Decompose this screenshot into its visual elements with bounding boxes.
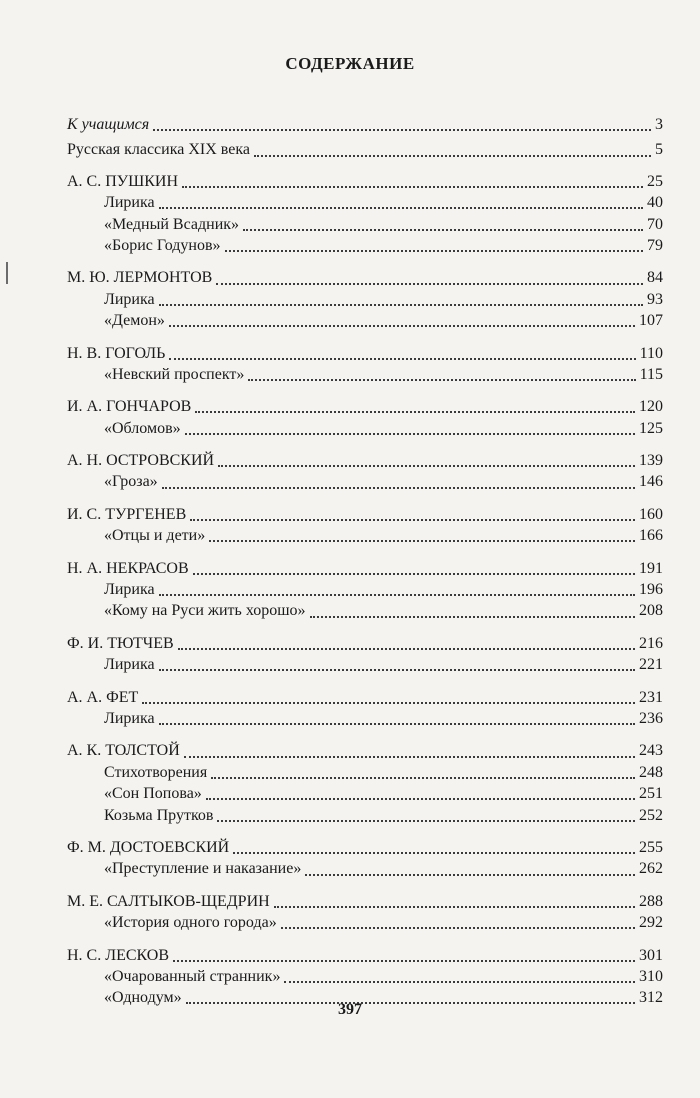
toc-author-entry[interactable] [67, 450, 663, 471]
toc-intro-entry[interactable] [67, 139, 663, 160]
toc-author-entry-label: М. Ю. ЛЕРМОНТОВ [67, 269, 213, 287]
toc-author-entry-page: 84 [647, 269, 663, 287]
toc-author-entry[interactable] [67, 945, 663, 966]
toc-author-group [67, 343, 663, 386]
toc-work-entry-page: 40 [647, 194, 663, 212]
dot-leader [211, 776, 635, 779]
dot-leader [206, 797, 635, 800]
dot-leader [193, 572, 635, 575]
toc-work-entry[interactable] [67, 708, 663, 729]
toc-work-entry-page: 252 [639, 806, 663, 824]
toc-work-entry-label: Лирика [104, 194, 155, 212]
toc-author-entry[interactable] [67, 171, 663, 192]
toc-author-entry[interactable] [67, 504, 663, 525]
toc-work-entry-page: 310 [639, 967, 663, 985]
dot-leader [159, 206, 643, 209]
toc-work-entry-page: 208 [639, 602, 663, 620]
toc-work-entry[interactable] [67, 418, 663, 439]
dot-leader [248, 378, 635, 381]
toc-author-group [67, 687, 663, 730]
toc-author-entry[interactable] [67, 267, 663, 288]
toc-work-entry-page: 312 [639, 989, 663, 1007]
scan-edge-mark [6, 262, 8, 284]
toc-work-entry[interactable] [67, 471, 663, 492]
toc-author-entry-label: Н. А. НЕКРАСОВ [67, 559, 189, 577]
toc-work-entry[interactable] [67, 858, 663, 879]
dot-leader [159, 303, 643, 306]
toc-intro-entry-page: 5 [655, 141, 663, 159]
dot-leader [281, 926, 635, 929]
toc-intro-group [67, 114, 663, 161]
dot-leader [169, 357, 635, 360]
toc-work-entry-page: 248 [639, 763, 663, 781]
toc-work-entry-label: «Очарованный странник» [104, 967, 281, 985]
toc-work-entry[interactable] [67, 364, 663, 385]
toc-work-entry-label: «Преступление и наказание» [104, 860, 302, 878]
dot-leader [184, 755, 635, 758]
toc-work-entry-page: 70 [647, 215, 663, 233]
toc-author-group [67, 891, 663, 934]
toc-work-entry[interactable] [67, 966, 663, 987]
toc-work-entry-label: «Кому на Руси жить хорошо» [104, 602, 306, 620]
toc-work-entry[interactable] [67, 235, 663, 256]
toc-intro-entry-label: К учащимся [67, 116, 150, 133]
toc-work-entry[interactable] [67, 762, 663, 783]
toc-work-entry-label: «История одного города» [104, 914, 277, 932]
toc-work-entry-label: Лирика [104, 709, 155, 727]
toc-work-entry-label: Козьма Прутков [104, 806, 214, 824]
toc-author-group [67, 633, 663, 676]
toc-work-entry[interactable] [67, 192, 663, 213]
toc-author-entry-page: 255 [639, 838, 663, 856]
dot-leader [218, 464, 635, 467]
toc-author-entry-page: 191 [639, 559, 663, 577]
toc-work-entry[interactable] [67, 783, 663, 804]
toc-author-group [67, 740, 663, 826]
toc-work-entry-label: «Однодум» [104, 989, 182, 1007]
toc-work-entry-label: «Сон Попова» [104, 785, 202, 803]
toc-author-entry-label: А. К. ТОЛСТОЙ [67, 742, 180, 760]
toc-work-entry-label: Лирика [104, 656, 155, 674]
toc-author-entry-page: 25 [647, 172, 663, 190]
toc-author-entry-label: Н. В. ГОГОЛЬ [67, 344, 166, 362]
toc-author-group [67, 558, 663, 622]
toc-author-entry[interactable] [67, 558, 663, 579]
toc-author-entry-page: 120 [639, 398, 663, 416]
toc-author-entry[interactable] [67, 891, 663, 912]
toc-work-entry-label: Стихотворения [104, 763, 208, 781]
dot-leader [185, 432, 635, 435]
toc-author-group [67, 171, 663, 257]
toc-work-entry-page: 93 [647, 290, 663, 308]
toc-author-entry-label: Н. С. ЛЕСКОВ [67, 946, 170, 964]
dot-leader [182, 185, 643, 188]
dot-leader [159, 722, 635, 725]
toc-work-entry[interactable] [67, 600, 663, 621]
dot-leader [225, 249, 644, 252]
dot-leader [159, 668, 635, 671]
toc-work-entry[interactable] [67, 579, 663, 600]
dot-leader [162, 486, 635, 489]
toc-author-entry[interactable] [67, 740, 663, 761]
toc-work-entry-label: Лирика [104, 290, 155, 308]
toc-author-entry-label: Ф. И. ТЮТЧЕВ [67, 634, 174, 652]
toc-intro-entry[interactable] [67, 114, 663, 135]
toc-work-entry[interactable] [67, 805, 663, 826]
dot-leader [310, 615, 635, 618]
toc-author-entry-page: 139 [639, 452, 663, 470]
toc-author-entry-page: 231 [639, 688, 663, 706]
dot-leader [178, 647, 635, 650]
dot-leader [284, 980, 635, 983]
toc-work-entry-page: 292 [639, 914, 663, 932]
toc-author-entry[interactable] [67, 396, 663, 417]
dot-leader [274, 905, 635, 908]
toc-author-entry[interactable] [67, 837, 663, 858]
page-title: СОДЕРЖАНИЕ [285, 54, 415, 73]
toc-work-entry-page: 251 [639, 785, 663, 803]
toc-work-entry-page: 115 [639, 365, 663, 383]
toc-author-entry[interactable] [67, 633, 663, 654]
toc-author-entry-page: 216 [639, 634, 663, 652]
toc-work-entry-label: «Гроза» [104, 473, 158, 491]
dot-leader [142, 701, 635, 704]
toc-work-entry-label: «Невский проспект» [104, 365, 245, 383]
dot-leader [216, 282, 643, 285]
toc-author-entry-label: А. А. ФЕТ [67, 688, 139, 706]
toc-author-entry-label: Ф. М. ДОСТОЕВСКИЙ [67, 838, 230, 856]
toc-author-group [67, 945, 663, 1009]
dot-leader [173, 959, 635, 962]
toc-work-entry[interactable] [67, 310, 663, 331]
toc-author-entry-page: 288 [639, 892, 663, 910]
toc-work-entry[interactable] [67, 289, 663, 310]
toc-author-entry-page: 110 [639, 344, 663, 362]
dot-leader [217, 819, 635, 822]
toc-author-group [67, 267, 663, 331]
toc-work-entry-label: «Отцы и дети» [104, 527, 206, 545]
toc-intro-entry-page: 3 [655, 116, 663, 133]
toc-work-entry[interactable] [67, 525, 663, 546]
dot-leader [254, 154, 651, 157]
table-of-contents [67, 114, 663, 1020]
toc-work-entry-page: 79 [647, 236, 663, 254]
dot-leader [209, 539, 635, 542]
dot-leader [233, 851, 635, 854]
toc-author-entry-page: 243 [639, 742, 663, 760]
toc-work-entry-page: 125 [639, 419, 663, 437]
toc-work-entry-page: 146 [639, 473, 663, 491]
toc-work-entry[interactable] [67, 214, 663, 235]
dot-leader [159, 593, 635, 596]
toc-author-entry-label: М. Е. САЛТЫКОВ-ЩЕДРИН [67, 892, 270, 910]
toc-author-entry-label: А. Н. ОСТРОВСКИЙ [67, 452, 215, 470]
toc-author-entry-label: И. А. ГОНЧАРОВ [67, 398, 192, 416]
dot-leader [305, 873, 635, 876]
toc-work-entry-label: «Демон» [104, 312, 165, 330]
toc-work-entry[interactable] [67, 912, 663, 933]
toc-intro-entry-label: Русская классика XIX века [67, 141, 250, 159]
toc-author-entry-page: 301 [639, 946, 663, 964]
toc-work-entry-page: 236 [639, 709, 663, 727]
toc-author-group [67, 450, 663, 493]
toc-work-entry-page: 196 [639, 581, 663, 599]
toc-work-entry-page: 107 [639, 312, 663, 330]
toc-author-entry[interactable] [67, 687, 663, 708]
toc-work-entry-page: 262 [639, 860, 663, 878]
toc-author-group [67, 396, 663, 439]
toc-author-entry[interactable] [67, 343, 663, 364]
dot-leader [195, 410, 635, 413]
toc-author-group [67, 837, 663, 880]
toc-author-group [67, 504, 663, 547]
dot-leader [169, 324, 635, 327]
toc-work-entry-page: 166 [639, 527, 663, 545]
dot-leader [190, 518, 635, 521]
toc-work-entry-label: «Обломов» [104, 419, 181, 437]
toc-author-entry-page: 160 [639, 505, 663, 523]
toc-work-entry-label: Лирика [104, 581, 155, 599]
toc-work-entry-label: «Медный Всадник» [104, 215, 240, 233]
dot-leader [243, 228, 643, 231]
toc-author-entry-label: А. С. ПУШКИН [67, 172, 179, 190]
toc-work-entry-page: 221 [639, 656, 663, 674]
toc-author-entry-label: И. С. ТУРГЕНЕВ [67, 505, 187, 523]
toc-work-entry-label: «Борис Годунов» [104, 236, 221, 254]
toc-work-entry[interactable] [67, 654, 663, 675]
page-number: 397 [338, 1001, 362, 1018]
dot-leader [153, 128, 651, 131]
